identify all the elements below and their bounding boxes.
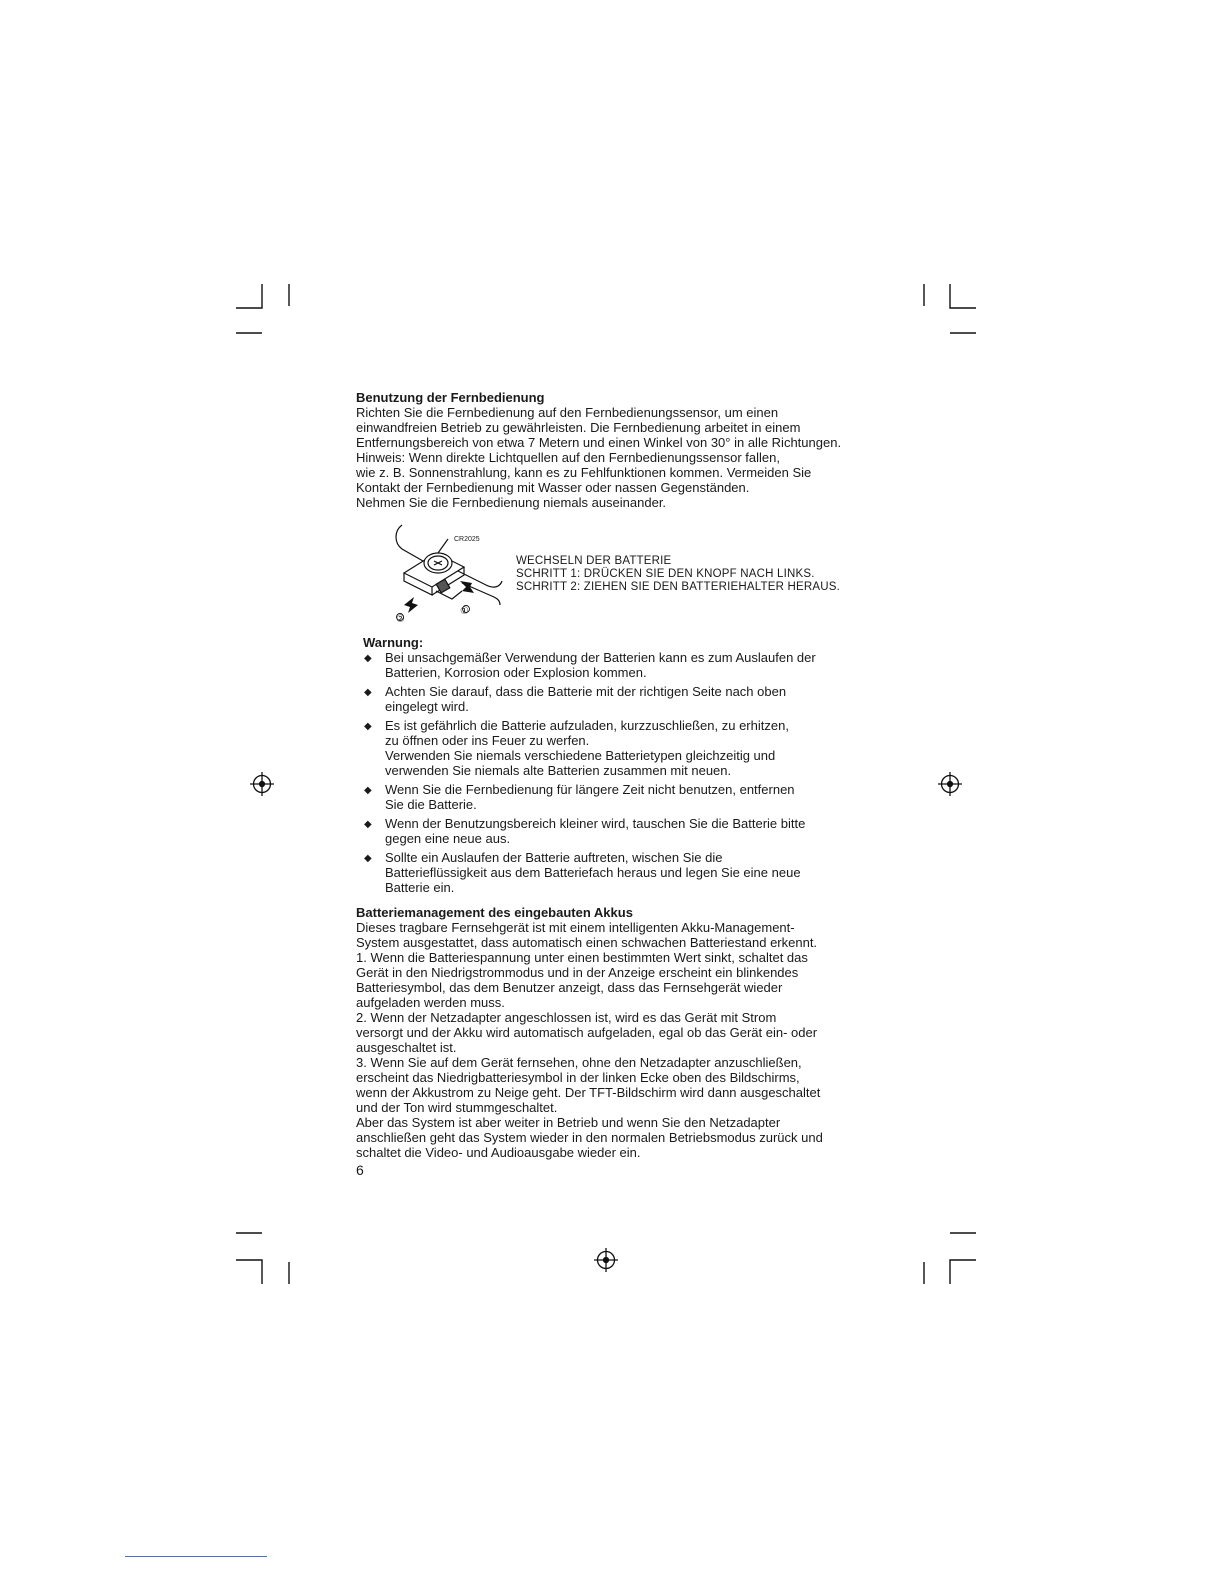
text-line: einwandfreien Betrieb zu gewährleisten. Die Fernbedienung arbeitet in einem bbox=[356, 420, 801, 435]
step-2-marker: ② bbox=[396, 614, 405, 625]
section-remote-body bbox=[356, 405, 896, 510]
text-line: anschließen geht das System wieder in den normalen Betriebsmodus zurück und bbox=[356, 1130, 823, 1145]
text-line: 1. Wenn die Batteriespannung unter einen bestimmten Wert sinkt, schaltet das bbox=[356, 950, 808, 965]
text-line: und der Ton wird stummgeschaltet. bbox=[356, 1100, 558, 1115]
text-line: 2. Wenn der Netzadapter angeschlossen ist, wird es das Gerät mit Strom bbox=[356, 1010, 777, 1025]
diamond-bullet-icon: ◆ bbox=[364, 819, 372, 830]
page-number: 6 bbox=[356, 1162, 364, 1178]
page-content bbox=[356, 390, 896, 1160]
crop-mark-bottom-right bbox=[950, 1260, 976, 1284]
section-heading-remote: Benutzung der Fernbedienung bbox=[356, 390, 545, 405]
list-item: ◆ Sollte ein Auslaufen der Batterie auftreten, wischen Sie die Batterieflüssigkeit aus dem Batteriefach heraus und legen Sie eine neue Batterie ein. bbox=[364, 850, 801, 895]
text-line: Hinweis: Wenn direkte Lichtquellen auf den Fernbedienungssensor fallen, bbox=[356, 450, 780, 465]
text-line: Batteriesymbol, das dem Benutzer anzeigt, dass das Fernsehgerät wieder bbox=[356, 980, 783, 995]
footer-underline bbox=[125, 1556, 267, 1557]
crop-mark-bottom-left bbox=[236, 1260, 262, 1284]
caption-line: WECHSELN DER BATTERIE bbox=[516, 555, 672, 567]
registration-mark-right bbox=[938, 772, 962, 796]
text-line: Nehmen Sie die Fernbedienung niemals auseinander. bbox=[356, 495, 667, 510]
text-line: versorgt und der Akku wird automatisch aufgeladen, egal ob das Gerät ein- oder bbox=[356, 1025, 818, 1040]
list-item: ◆ Wenn Sie die Fernbedienung für längere Zeit nicht benutzen, entfernen Sie die Batterie. bbox=[364, 782, 795, 812]
diamond-bullet-icon: ◆ bbox=[364, 687, 372, 698]
registration-mark-bottom bbox=[594, 1248, 618, 1272]
registration-mark-left bbox=[250, 772, 274, 796]
text-line: Kontakt der Fernbedienung mit Wasser oder nassen Gegenständen. bbox=[356, 480, 750, 495]
warning-heading: Warnung: bbox=[363, 635, 424, 650]
list-item: ◆ Achten Sie darauf, dass die Batterie mit der richtigen Seite nach oben eingelegt wird. bbox=[364, 684, 787, 714]
text-line: schaltet die Video- und Audioausgabe wieder ein. bbox=[356, 1145, 641, 1160]
text-line: System ausgestattet, dass automatisch einen schwachen Batteriestand erkennt. bbox=[356, 935, 818, 950]
battery-replacement-figure bbox=[356, 517, 896, 629]
caption-line: SCHRITT 1: DRÜCKEN SIE DEN KNOPF NACH LINKS. bbox=[516, 568, 815, 580]
text-line: 3. Wenn Sie auf dem Gerät fernsehen, ohne den Netzadapter anzuschließen, bbox=[356, 1055, 802, 1070]
diamond-bullet-icon: ◆ bbox=[364, 721, 372, 732]
list-item: ◆ Es ist gefährlich die Batterie aufzuladen, kurzzuschließen, zu erhitzen, zu öffnen oder ins Feuer zu werfen. Verwenden Sie niemals verschiedene Batterietypen gleichzeitig und verwenden Sie niemals alte Batterien zusammen mit neuen. bbox=[364, 718, 789, 778]
text-line: wenn der Akkustrom zu Neige geht. Der TFT-Bildschirm wird dann ausgeschaltet bbox=[356, 1085, 821, 1100]
caption-line: SCHRITT 2: ZIEHEN SIE DEN BATTERIEHALTER HERAUS. bbox=[516, 581, 840, 593]
warning-list bbox=[356, 650, 896, 895]
section-battery-management bbox=[356, 905, 896, 1160]
text-line: Dieses tragbare Fernsehgerät ist mit einem intelligenten Akku-Management- bbox=[356, 920, 795, 935]
list-item: ◆ Wenn der Benutzungsbereich kleiner wird, tauschen Sie die Batterie bitte gegen eine neue aus. bbox=[364, 816, 806, 846]
battery-type-label: CR2025 bbox=[454, 536, 480, 543]
diamond-bullet-icon: ◆ bbox=[364, 853, 372, 864]
step-1-marker: ① bbox=[460, 606, 469, 617]
diamond-bullet-icon: ◆ bbox=[364, 653, 372, 664]
list-item: ◆ Bei unsachgemäßer Verwendung der Batterien kann es zum Auslaufen der Batterien, Korrosion oder Explosion kommen. bbox=[364, 650, 816, 680]
text-line: Richten Sie die Fernbedienung auf den Fernbedienungssensor, um einen bbox=[356, 405, 779, 420]
text-line: erscheint das Niedrigbatteriesymbol in der linken Ecke oben des Bildschirms, bbox=[356, 1070, 800, 1085]
crop-mark-top-left bbox=[236, 284, 262, 308]
text-line: wie z. B. Sonnenstrahlung, kann es zu Fehlfunktionen kommen. Vermeiden Sie bbox=[356, 465, 812, 480]
text-line: ausgeschaltet ist. bbox=[356, 1040, 457, 1055]
text-line: Gerät in den Niedrigstrommodus und in der Anzeige erscheint ein blinkendes bbox=[356, 965, 799, 980]
text-line: Aber das System ist aber weiter in Betrieb und wenn Sie den Netzadapter bbox=[356, 1115, 781, 1130]
text-line: Entfernungsbereich von etwa 7 Metern und einen Winkel von 30° in alle Richtungen. bbox=[356, 435, 842, 450]
text-line: aufgeladen werden muss. bbox=[356, 995, 505, 1010]
crop-mark-top-right bbox=[950, 284, 976, 308]
diamond-bullet-icon: ◆ bbox=[364, 785, 372, 796]
section-heading-battery: Batteriemanagement des eingebauten Akkus bbox=[356, 905, 633, 920]
figure-caption bbox=[516, 555, 840, 594]
